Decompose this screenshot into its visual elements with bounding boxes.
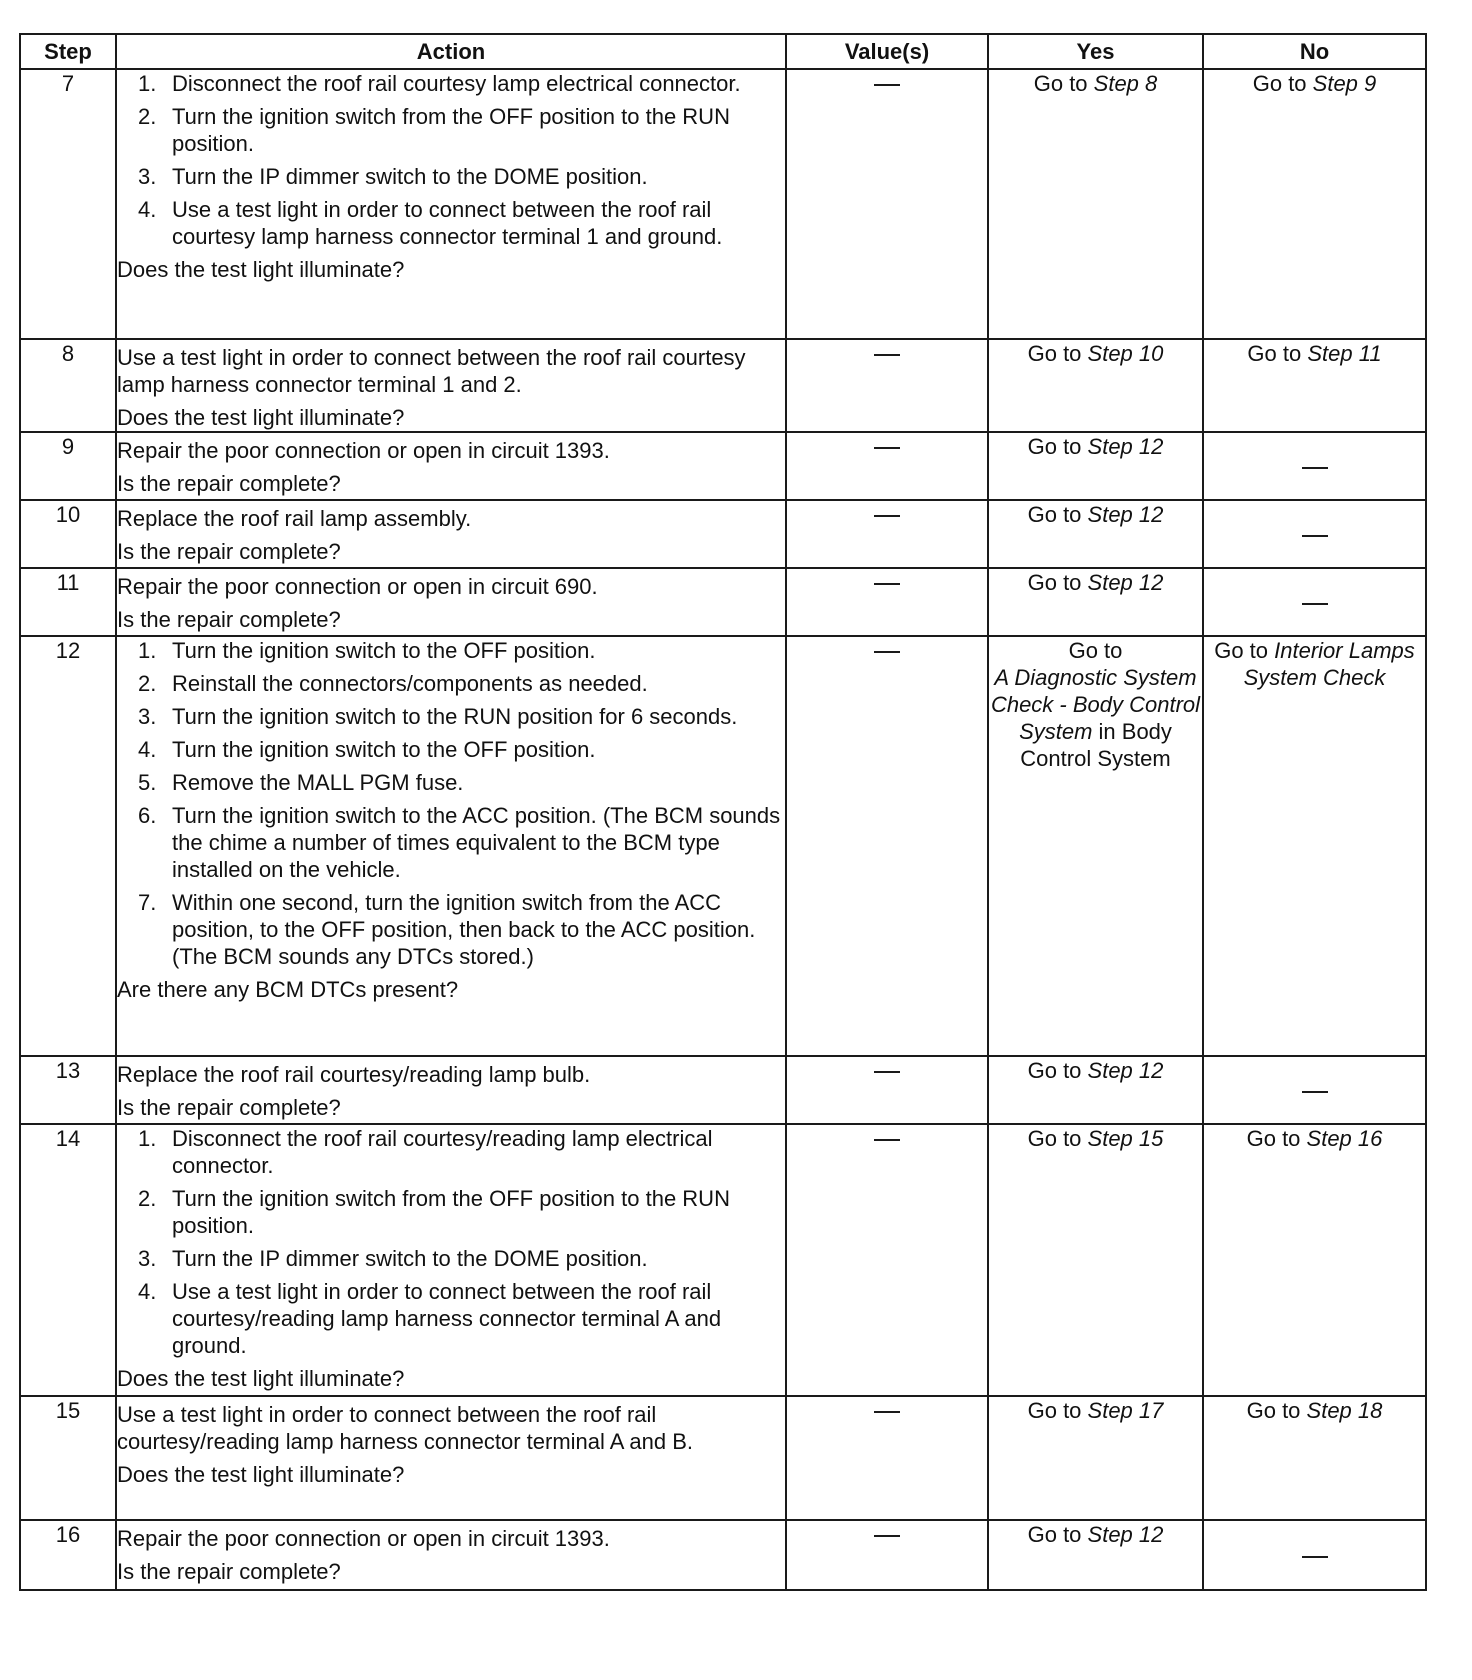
yes-cell: Go to Step 12: [988, 432, 1203, 500]
table-row: [20, 1124, 1426, 1396]
step-number: 10: [20, 500, 116, 568]
yes-link[interactable]: A Diagnostic System Check - Body Control System: [990, 665, 1201, 744]
header-no: No: [1203, 34, 1426, 69]
action-step: 5. Remove the MALL PGM fuse.: [138, 770, 464, 795]
yes-cell: Go to Step 12: [988, 568, 1203, 636]
no-dash: [1302, 535, 1328, 537]
value-cell: [786, 432, 988, 500]
action-step: 2. Turn the ignition switch from the OFF position to the RUN position.: [138, 1186, 730, 1238]
yes-link[interactable]: Step 17: [1087, 1398, 1164, 1423]
step-number: 11: [20, 568, 116, 636]
action-steps: [117, 1125, 785, 1359]
header-step: Step: [20, 34, 116, 69]
no-link[interactable]: Step 16: [1306, 1126, 1383, 1151]
no-cell: Go to Step 16: [1203, 1124, 1426, 1396]
yes-cell: Go to Step 17: [988, 1396, 1203, 1520]
header-action: Action: [116, 34, 786, 69]
action-text: Use a test light in order to connect between the roof rail courtesy lamp harness connector terminal 1 and 2.: [117, 345, 746, 397]
step-number: 14: [20, 1124, 116, 1396]
value-cell: [786, 1124, 988, 1396]
table-row: [20, 500, 1426, 568]
action-step: 1. Disconnect the roof rail courtesy lamp electrical connector.: [138, 71, 741, 96]
diagnostic-table: [19, 33, 1427, 1591]
no-cell: [1203, 432, 1426, 500]
action-question: Does the test light illuminate?: [117, 257, 405, 282]
yes-link[interactable]: Step 12: [1087, 502, 1164, 527]
value-dash: [874, 84, 900, 86]
no-cell: Go to Step 9: [1203, 69, 1426, 339]
action-text: Replace the roof rail courtesy/reading lamp bulb.: [117, 1062, 591, 1087]
action-step: 1. Turn the ignition switch to the OFF position.: [138, 638, 596, 663]
no-link[interactable]: Step 9: [1312, 71, 1377, 96]
step-number: 8: [20, 339, 116, 432]
action-question: Is the repair complete?: [117, 539, 341, 564]
action-steps: [117, 70, 785, 250]
action-question: Does the test light illuminate?: [117, 1366, 405, 1391]
action-question: Is the repair complete?: [117, 471, 341, 496]
action-cell: [116, 568, 786, 636]
value-dash: [874, 447, 900, 449]
action-step: 3. Turn the ignition switch to the RUN position for 6 seconds.: [138, 704, 738, 729]
value-cell: [786, 1396, 988, 1520]
action-cell: [116, 432, 786, 500]
action-question: Does the test light illuminate?: [117, 405, 405, 430]
no-cell: Go to Step 18: [1203, 1396, 1426, 1520]
value-cell: [786, 636, 988, 1056]
action-cell: [116, 636, 786, 1056]
header-yes: Yes: [988, 34, 1203, 69]
action-question: Is the repair complete?: [117, 607, 341, 632]
step-number: 7: [20, 69, 116, 339]
action-step: 4. Use a test light in order to connect between the roof rail courtesy lamp harness connector terminal 1 and ground.: [138, 197, 723, 249]
action-step: 2. Reinstall the connectors/components as needed.: [138, 671, 648, 696]
action-text: Repair the poor connection or open in circuit 1393.: [117, 1526, 610, 1551]
value-dash: [874, 1139, 900, 1141]
action-text: Use a test light in order to connect between the roof rail courtesy/reading lamp harness connector terminal A and B.: [117, 1402, 693, 1454]
action-cell: [116, 500, 786, 568]
no-dash: [1302, 467, 1328, 469]
yes-cell: Go to Step 12: [988, 500, 1203, 568]
value-dash: [874, 1071, 900, 1073]
action-step: 2. Turn the ignition switch from the OFF position to the RUN position.: [138, 104, 730, 156]
table-header-row: [20, 34, 1426, 69]
yes-link[interactable]: Step 10: [1087, 341, 1164, 366]
step-number: 13: [20, 1056, 116, 1124]
value-cell: [786, 339, 988, 432]
yes-cell: Go to Step 8: [988, 69, 1203, 339]
yes-cell: Go to Step 12: [988, 1056, 1203, 1124]
step-number: 9: [20, 432, 116, 500]
yes-cell: Go to Step 10: [988, 339, 1203, 432]
value-cell: [786, 1520, 988, 1590]
step-number: 15: [20, 1396, 116, 1520]
no-link[interactable]: Step 11: [1307, 341, 1382, 366]
action-step: 3. Turn the IP dimmer switch to the DOME position.: [138, 164, 648, 189]
action-cell: [116, 1396, 786, 1520]
value-cell: [786, 500, 988, 568]
action-steps: [117, 637, 785, 970]
action-question: Is the repair complete?: [117, 1559, 341, 1584]
action-cell: [116, 1520, 786, 1590]
no-dash: [1302, 1556, 1328, 1558]
value-dash: [874, 515, 900, 517]
no-cell: Go to Interior Lamps System Check: [1203, 636, 1426, 1056]
yes-cell: Go to Step 15: [988, 1124, 1203, 1396]
no-cell: Go to Step 11: [1203, 339, 1426, 432]
value-cell: [786, 1056, 988, 1124]
no-cell: [1203, 568, 1426, 636]
yes-link[interactable]: Step 12: [1087, 434, 1164, 459]
value-dash: [874, 583, 900, 585]
action-step: 1. Disconnect the roof rail courtesy/reading lamp electrical connector.: [138, 1126, 713, 1178]
action-step: 3. Turn the IP dimmer switch to the DOME position.: [138, 1246, 648, 1271]
header-values: Value(s): [786, 34, 988, 69]
value-cell: [786, 568, 988, 636]
action-step: 6. Turn the ignition switch to the ACC position. (The BCM sounds the chime a number of times equivalent to the BCM type installed on the vehicle.: [138, 803, 781, 882]
action-text: Repair the poor connection or open in circuit 1393.: [117, 438, 610, 463]
yes-link[interactable]: Step 12: [1087, 1522, 1164, 1547]
table-row: [20, 339, 1426, 432]
value-dash: [874, 651, 900, 653]
table-row: [20, 432, 1426, 500]
yes-cell: Go to Step 12: [988, 1520, 1203, 1590]
action-cell: [116, 1124, 786, 1396]
yes-cell: Go to A Diagnostic System Check - Body Control System in Body Control System: [988, 636, 1203, 1056]
action-question: Does the test light illuminate?: [117, 1462, 405, 1487]
action-step: 4. Use a test light in order to connect between the roof rail courtesy/reading lamp harness connector terminal A and ground.: [138, 1279, 722, 1358]
no-link[interactable]: Step 18: [1306, 1398, 1383, 1423]
action-cell: [116, 1056, 786, 1124]
value-dash: [874, 1535, 900, 1537]
no-link[interactable]: Interior Lamps System Check: [1243, 638, 1415, 690]
action-step: 7. Within one second, turn the ignition switch from the ACC position, to the OFF position, then back to the ACC position. (The BCM sounds any DTCs stored.): [138, 890, 756, 969]
table-row: [20, 1056, 1426, 1124]
action-question: Are there any BCM DTCs present?: [117, 977, 459, 1002]
yes-link[interactable]: Step 12: [1087, 570, 1164, 595]
no-cell: [1203, 1056, 1426, 1124]
no-cell: [1203, 1520, 1426, 1590]
action-cell: [116, 339, 786, 432]
table-row: [20, 1520, 1426, 1590]
table-row: [20, 636, 1426, 1056]
table-row: [20, 1396, 1426, 1520]
table-row: [20, 69, 1426, 339]
action-cell: [116, 69, 786, 339]
action-text: Repair the poor connection or open in circuit 690.: [117, 574, 598, 599]
step-number: 16: [20, 1520, 116, 1590]
action-question: Is the repair complete?: [117, 1095, 341, 1120]
no-dash: [1302, 603, 1328, 605]
yes-link[interactable]: Step 15: [1087, 1126, 1164, 1151]
action-step: 4. Turn the ignition switch to the OFF position.: [138, 737, 596, 762]
value-dash: [874, 1411, 900, 1413]
yes-link[interactable]: Step 12: [1087, 1058, 1164, 1083]
value-dash: [874, 354, 900, 356]
value-cell: [786, 69, 988, 339]
no-dash: [1302, 1091, 1328, 1093]
action-text: Replace the roof rail lamp assembly.: [117, 506, 472, 531]
yes-link[interactable]: Step 8: [1093, 71, 1158, 96]
table-row: [20, 568, 1426, 636]
step-number: 12: [20, 636, 116, 1056]
no-cell: [1203, 500, 1426, 568]
